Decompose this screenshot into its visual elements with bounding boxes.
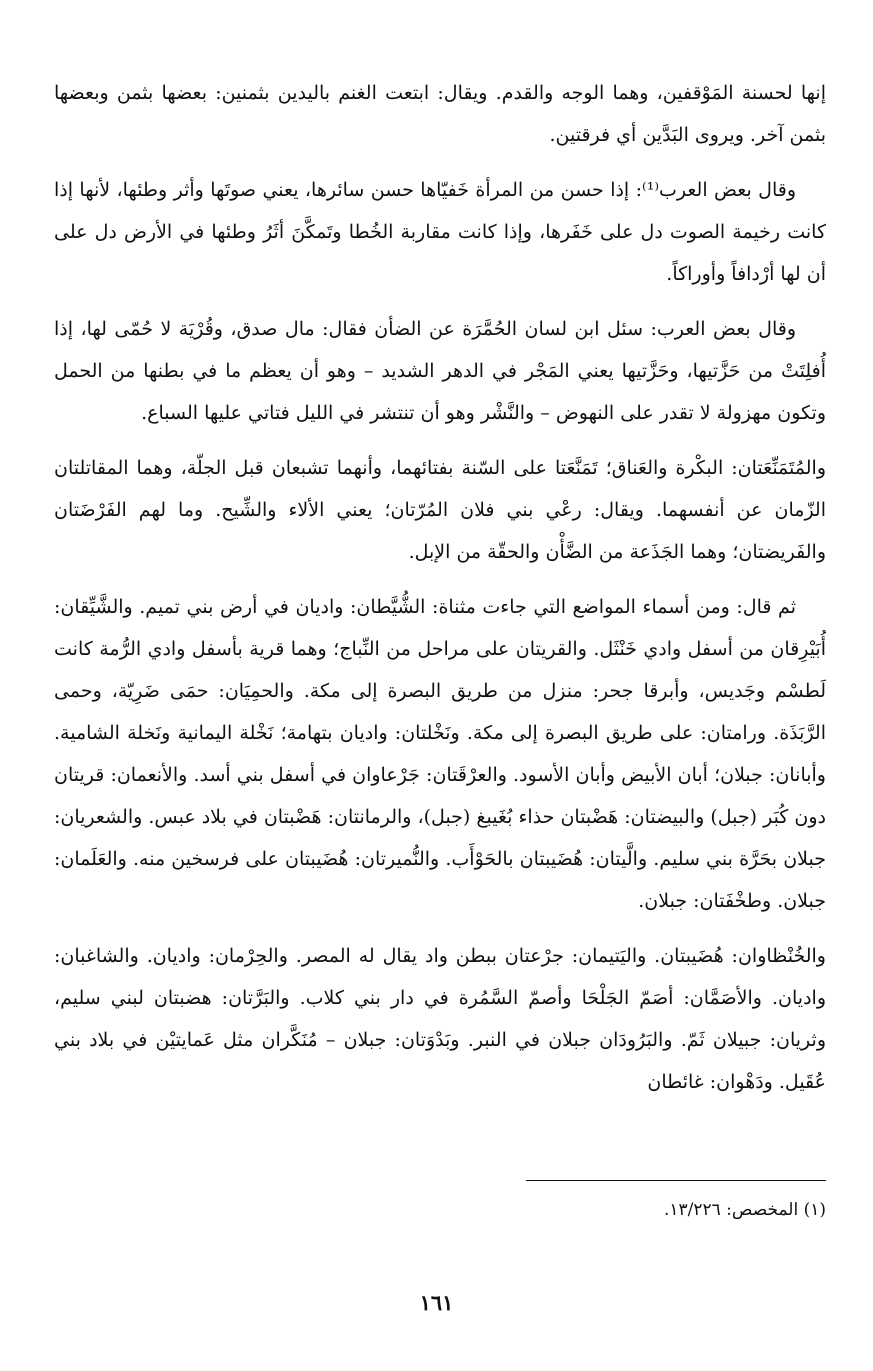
paragraph-3: وقال بعض العرب: سئل ابن لسان الحُمَّرَة عن الضأن فقال: مال صدق، وقُرْيَة لا حُمّى لها، إذا أُفلِتَتْ من حَزَّتيها، وحَزَّتيها يعني المَجْر في الدهر الشديد – وهو أن يعظم ما في بطنها من الحمل وتكون مهزولة لا تقدر على النهوض – والنَّشْر وهو أن تنتشر في الليل فتاتي عليها السباع. <box>54 318 826 424</box>
footnote: (١) المخصص: ١٣/٢٢٦. <box>663 1200 826 1220</box>
paragraph-1: إنها لحسنة المَوْقفين، وهما الوجه والقدم. ويقال: ابتعت الغنم باليدين بثمنين: بعضها بثمن وبعضها بثمن آخر. ويروى البَدَّين أي فرقتين. <box>54 82 826 146</box>
page-number: ١٦١ <box>419 1290 454 1315</box>
page-body <box>54 72 826 1116</box>
paragraph-4: والمُتَمَنِّعَتان: البكْرة والعَناق؛ تَمَنَّعَتا على السّنة بفتائهما، وأنهما تشبعان قبل الجلّة، وهما المقاتلتان الزّمان عن أنفسهما. ويقال: رعْي بني فلان المُرّتان؛ يعني الألاء والشِّيح. وما لهم الفَرْضَتان والفَريضتان؛ وهما الجَذَعة من الضَّأْن والحقّة من الإبل. <box>54 457 826 563</box>
paragraph-5: ثم قال: ومن أسماء المواضع التي جاءت مثناة: الشُّيَّطان: واديان في أرض بني تميم. والشَّيِّقان: أُبَيْرِقان من أسفل وادي خَنْثَل. والقريتان على مراحل من النِّباج؛ وهما قرية بأسفل وادي الرُّمة كانت لَطسْم وجَديس، وأبرقا جحر: منزل من طريق البصرة إلى مكة. والحمِيَان: حمَى ضَرِيّة، وحمى الرَّبَذَة. ورامتان: على طريق البصرة إلى مكة. ونَخْلتان: واديان بتهامة؛ نَخْلة اليمانية ونَخلة الشامية. وأبانان: جبلان؛ أبان الأبيض وأبان الأسود. والعرْقَتان: جَرْعاوان في أسفل بني أسد. والأنعمان: قريتان دون كُبَر (جبل) والبيضتان: هَضْبتان حذاء بُغَيبغ (جبل)، والرمانتان: هَضْبتان في بلاد عبس. والشعريان: جبلان بحَرَّة بني سليم. والَّيتان: هُضَيبتان بالحَوْأَب. والنُّميرتان: هُضَيبتان على فرسخين منه. والعَلَمان: جبلان. وطخْفَتان: جبلان. <box>54 596 826 912</box>
paragraph-2: وقال بعض العرب⁽¹⁾: إذا حسن من المرأة خَفيّاها حسن سائرها، يعني صوتَها وأثر وطئها، لأنها إذا كانت رخيمة الصوت دل على خَفَرها، وإذا كانت مقاربة الخُطا وتَمكَّنَ أثَرُ وطئها في الأرض دل على أن لها أرْدافاً وأوراكاً. <box>54 179 826 285</box>
paragraph-6: والخُنْظاوان: هُضَيبتان. واليَتيمان: جرْعتان ببطن واد يقال له المصر. والحِرْمان: واديان. والشاغبان: واديان. والأصَمَّان: أصَمّ الجَلْحَا وأصمّ السَّمُرة في دار بني كلاب. والبَرَّتان: هضبتان لبني سليم، وثريان: جبيلان ثَمّ. والبَرُودَان جبلان في النبر. وبَدْوَتان: جبلان – مُنَكَّران مثل عَمايتيْن في بلاد بني عُقَيل. ودَهْوان: غائطان <box>54 945 826 1093</box>
footnote-divider <box>526 1180 826 1181</box>
